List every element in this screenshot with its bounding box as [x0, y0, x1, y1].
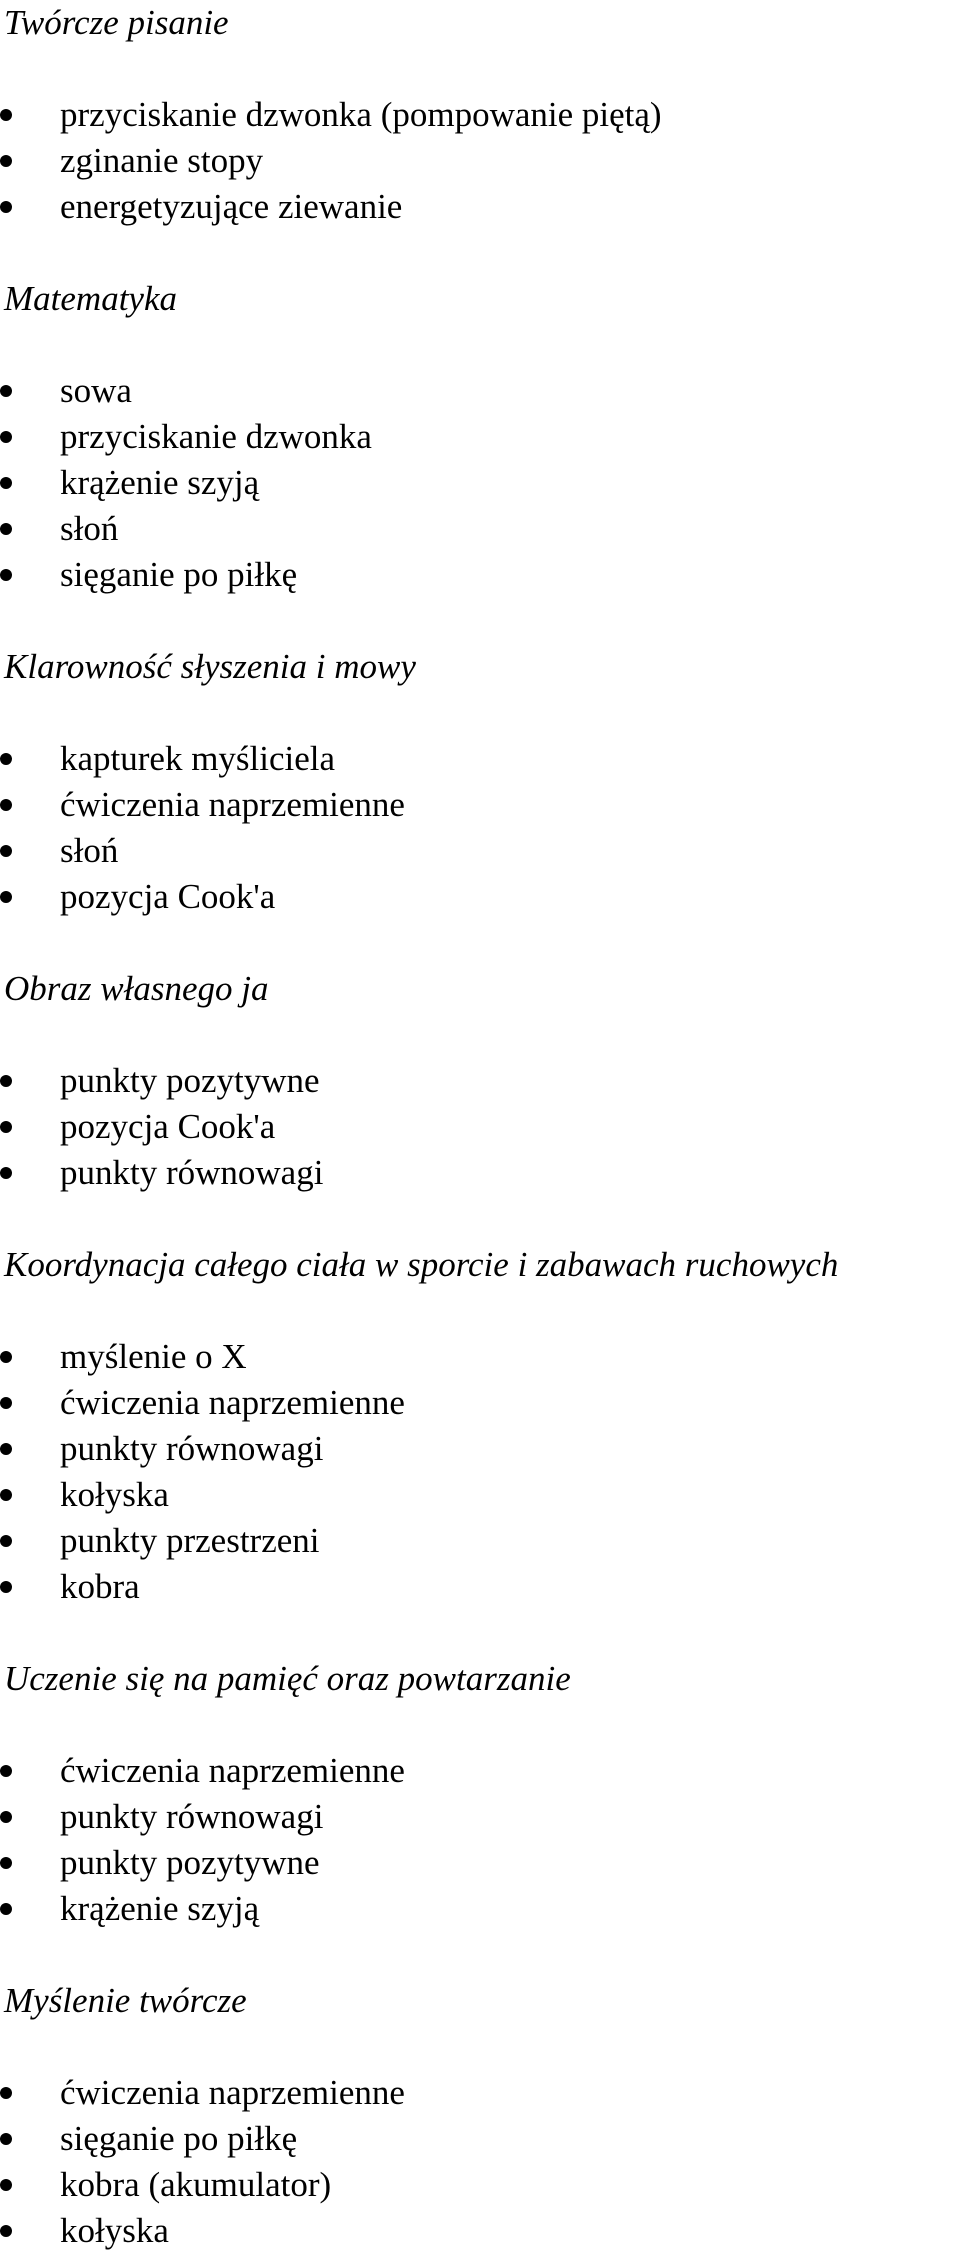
list-item-text: punkty pozytywne	[60, 1061, 320, 1100]
list-item-text: kobra	[60, 1567, 140, 1606]
list-item-text: przyciskanie dzwonka	[60, 417, 372, 456]
section-heading: Koordynacja całego ciała w sporcie i zabawach ruchowych	[4, 1245, 839, 1284]
list-item-text: punkty równowagi	[60, 1797, 324, 1836]
spacer	[0, 690, 960, 736]
list-item	[0, 1794, 960, 1840]
list-item	[0, 2116, 960, 2162]
bullet-icon	[0, 1075, 12, 1087]
list-item	[0, 184, 960, 230]
list-item-text: słoń	[60, 831, 119, 870]
spacer	[0, 598, 960, 644]
bullet-icon	[0, 1397, 12, 1409]
list-item	[0, 2162, 960, 2208]
list-item	[0, 460, 960, 506]
bullet-list	[0, 1058, 960, 1196]
spacer	[0, 1196, 960, 1242]
list-item	[0, 1380, 960, 1426]
bullet-icon	[0, 2179, 12, 2191]
bullet-icon	[0, 1489, 12, 1501]
section-klarownosc-slyszenia	[0, 644, 960, 966]
bullet-icon	[0, 1857, 12, 1869]
bullet-list	[0, 1334, 960, 1610]
list-item-text: kobra (akumulator)	[60, 2165, 332, 2204]
list-item-text: energetyzujące ziewanie	[60, 187, 403, 226]
bullet-icon	[0, 2133, 12, 2145]
list-item	[0, 1334, 960, 1380]
list-item-text: ćwiczenia naprzemienne	[60, 785, 405, 824]
list-item-text: punkty równowagi	[60, 1429, 324, 1468]
spacer	[0, 920, 960, 966]
list-item-text: pozycja Cook'a	[60, 877, 276, 916]
bullet-list	[0, 1748, 960, 1932]
bullet-icon	[0, 1351, 12, 1363]
list-item	[0, 506, 960, 552]
spacer	[0, 2024, 960, 2070]
bullet-icon	[0, 2225, 12, 2237]
bullet-icon	[0, 1765, 12, 1777]
list-item-text: sięganie po piłkę	[60, 555, 298, 594]
list-item-text: ćwiczenia naprzemienne	[60, 1383, 405, 1422]
bullet-icon	[0, 1581, 12, 1593]
section-koordynacja	[0, 1242, 960, 1656]
list-item	[0, 828, 960, 874]
bullet-icon	[0, 1121, 12, 1133]
list-item	[0, 1104, 960, 1150]
list-item	[0, 2208, 960, 2254]
list-item-text: krążenie szyją	[60, 463, 260, 502]
list-item	[0, 874, 960, 920]
list-item-text: sięganie po piłkę	[60, 2119, 298, 2158]
bullet-list	[0, 92, 960, 230]
bullet-icon	[0, 753, 12, 765]
bullet-icon	[0, 1443, 12, 1455]
list-item	[0, 1426, 960, 1472]
bullet-icon	[0, 385, 12, 397]
section-heading: Klarowność słyszenia i mowy	[4, 647, 416, 686]
list-item-text: krążenie szyją	[60, 1889, 260, 1928]
bullet-icon	[0, 431, 12, 443]
list-item	[0, 1150, 960, 1196]
list-item	[0, 414, 960, 460]
bullet-icon	[0, 201, 12, 213]
list-item-text: przyciskanie dzwonka (pompowanie piętą)	[60, 95, 662, 134]
list-item-text: myślenie o X	[60, 1337, 247, 1376]
list-item-text: kołyska	[60, 1475, 169, 1514]
bullet-list	[0, 2070, 960, 2254]
bullet-icon	[0, 1167, 12, 1179]
list-item	[0, 736, 960, 782]
spacer	[0, 1012, 960, 1058]
list-item-text: punkty przestrzeni	[60, 1521, 320, 1560]
list-item-text: zginanie stopy	[60, 141, 264, 180]
bullet-icon	[0, 1811, 12, 1823]
bullet-icon	[0, 523, 12, 535]
section-matematyka	[0, 276, 960, 644]
bullet-list	[0, 368, 960, 598]
list-item	[0, 368, 960, 414]
spacer	[0, 46, 960, 92]
bullet-icon	[0, 569, 12, 581]
list-item-text: sowa	[60, 371, 132, 410]
section-uczenie-sie	[0, 1656, 960, 1978]
list-item-text: słoń	[60, 509, 119, 548]
section-heading: Twórcze pisanie	[4, 3, 229, 42]
bullet-list	[0, 736, 960, 920]
spacer	[0, 1702, 960, 1748]
section-heading: Matematyka	[4, 279, 177, 318]
spacer	[0, 1288, 960, 1334]
section-heading: Myślenie twórcze	[4, 1981, 247, 2020]
bullet-icon	[0, 109, 12, 121]
spacer	[0, 1932, 960, 1978]
bullet-icon	[0, 155, 12, 167]
list-item	[0, 1748, 960, 1794]
list-item-text: ćwiczenia naprzemienne	[60, 2073, 405, 2112]
spacer	[0, 1610, 960, 1656]
list-item-text: kapturek myśliciela	[60, 739, 336, 778]
list-item	[0, 1886, 960, 1932]
list-item	[0, 92, 960, 138]
list-item	[0, 1518, 960, 1564]
list-item-text: ćwiczenia naprzemienne	[60, 1751, 405, 1790]
section-tworcze-pisanie	[0, 0, 960, 276]
bullet-icon	[0, 891, 12, 903]
bullet-icon	[0, 1535, 12, 1547]
bullet-icon	[0, 477, 12, 489]
bullet-icon	[0, 799, 12, 811]
bullet-icon	[0, 845, 12, 857]
list-item	[0, 1058, 960, 1104]
list-item	[0, 1564, 960, 1610]
list-item	[0, 138, 960, 184]
list-item	[0, 552, 960, 598]
list-item	[0, 782, 960, 828]
list-item-text: kołyska	[60, 2211, 169, 2250]
list-item-text: pozycja Cook'a	[60, 1107, 276, 1146]
list-item	[0, 2070, 960, 2116]
list-item	[0, 1472, 960, 1518]
section-heading: Uczenie się na pamięć oraz powtarzanie	[4, 1659, 571, 1698]
section-heading: Obraz własnego ja	[4, 969, 269, 1008]
spacer	[0, 230, 960, 276]
list-item-text: punkty pozytywne	[60, 1843, 320, 1882]
spacer	[0, 322, 960, 368]
list-item	[0, 1840, 960, 1886]
bullet-icon	[0, 2087, 12, 2099]
bullet-icon	[0, 1903, 12, 1915]
section-myslenie-tworcze	[0, 1978, 960, 2254]
section-obraz-wlasnego-ja	[0, 966, 960, 1242]
list-item-text: punkty równowagi	[60, 1153, 324, 1192]
